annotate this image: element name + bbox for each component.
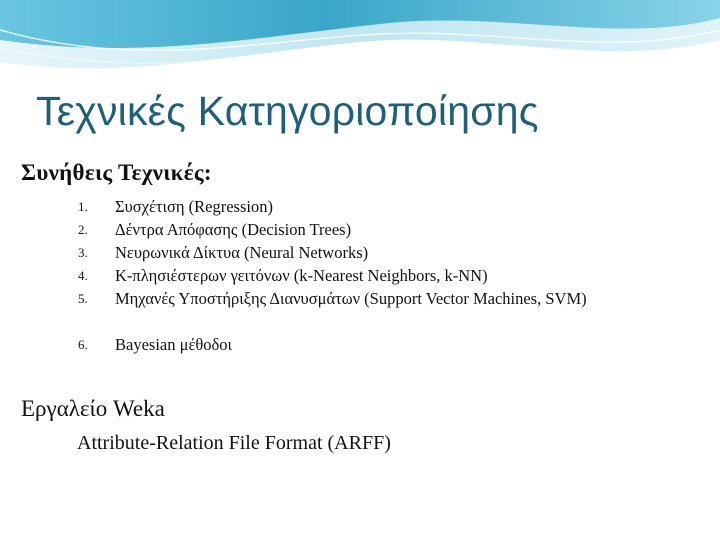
section-heading-weka: [20, 396, 165, 422]
list-item-number: 6.: [78, 337, 88, 352]
list-item-number: 1.: [78, 199, 88, 214]
slide-title: Τεχνικές Κατηγοριοποίησης: [36, 88, 539, 134]
list-item-text: Συσχέτιση (Regression): [115, 197, 273, 216]
sub-item-arff: [76, 432, 391, 455]
list-item-text: Μηχανές Υποστήριξης Διανυσμάτων (Support Vector Machines, SVM): [115, 289, 587, 308]
sub-item-text: Attribute-Relation File Format (ARFF): [77, 432, 391, 454]
list-item-text: Bayesian μέθοδοι: [115, 335, 232, 354]
list-item-number: 5.: [78, 291, 88, 306]
list-item: [60, 196, 700, 219]
section-heading-text: Εργαλείο Weka: [21, 396, 165, 421]
list-item: [60, 265, 700, 288]
list-item-text: Νευρωνικά Δίκτυα (Neural Networks): [115, 243, 369, 262]
techniques-list: [60, 196, 700, 357]
list-item-text: Δέντρα Απόφασης (Decision Trees): [115, 220, 352, 239]
list-item: [60, 242, 700, 265]
list-item-number: 4.: [78, 268, 88, 283]
list-item-text: Κ-πλησιέστερων γειτόνων (k-Nearest Neighbors, k-NN): [115, 266, 488, 285]
list-item: [60, 334, 700, 357]
list-item-number: 2.: [78, 222, 88, 237]
list-item: [60, 288, 700, 334]
list-item-number: 3.: [78, 245, 88, 260]
section-heading-text: Συνήθεις Τεχνικές:: [21, 160, 212, 185]
header-wave-decoration: [0, 0, 720, 90]
section-heading-techniques: [20, 160, 212, 186]
list-item: [60, 219, 700, 242]
